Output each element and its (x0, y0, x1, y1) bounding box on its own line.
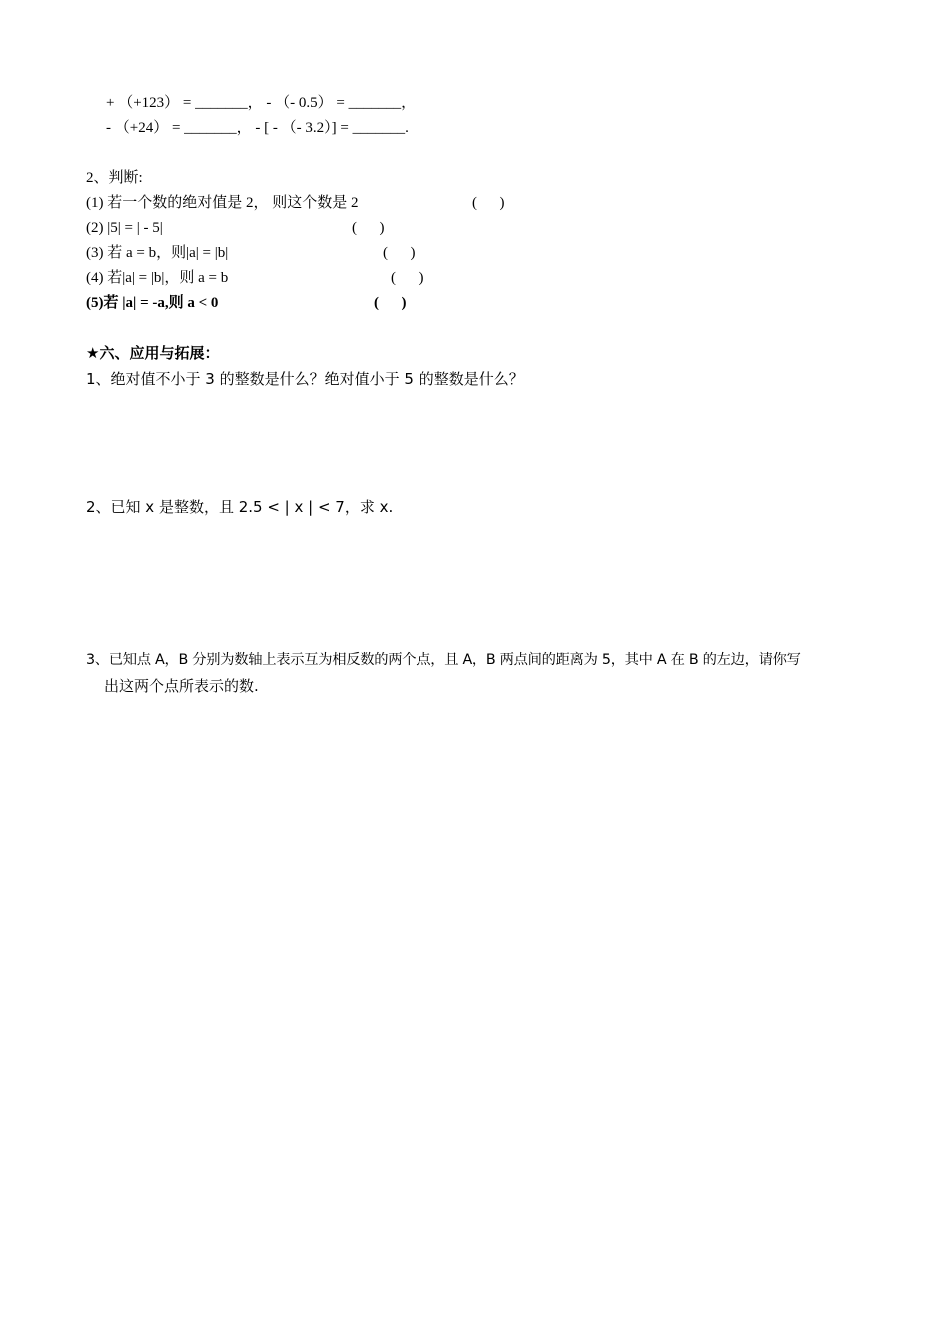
fill-blank-line-2: - （+24） = _______， - [ - （- 3.2）] = _______. (106, 120, 409, 136)
judge-item-2-paren[interactable]: ( ) (352, 220, 385, 236)
question-2: 2、已知 x 是整数，且 2.5 < | x | < 7，求 x. (86, 498, 394, 516)
judge-item-4: (4) 若|a| = |b|，则 a = b (86, 270, 229, 286)
question-3-line-2: 出这两个点所表示的数. (104, 677, 259, 695)
judge-item-4-paren[interactable]: ( ) (391, 270, 424, 286)
judge-item-5-paren[interactable]: ( ) (374, 295, 407, 311)
judge-title: 2、判断: (86, 170, 143, 186)
judge-item-1-paren[interactable]: ( ) (472, 195, 505, 211)
judge-item-5: (5)若 |a| = -a,则 a < 0 (86, 295, 219, 311)
judge-item-2: (2) |5| = | - 5| (86, 220, 163, 236)
question-1: 1、绝对值不小于 3 的整数是什么？绝对值小于 5 的整数是什么？ (86, 370, 524, 388)
judge-item-3: (3) 若 a = b，则|a| = |b| (86, 245, 229, 261)
question-3-line-1: 3、已知点 A，B 分别为数轴上表示互为相反数的两个点，且 A，B 两点间的距离为 5，其中 A 在 B 的左边，请你写 (86, 652, 801, 668)
section-6-title: ★六、应用与拓展： (86, 344, 220, 362)
judge-item-1: (1) 若一个数的绝对值是 2， 则这个数是 2 (86, 195, 359, 211)
judge-item-3-paren[interactable]: ( ) (383, 245, 416, 261)
fill-blank-line-1: + （+123） = _______， - （- 0.5） = _______， (106, 95, 417, 111)
